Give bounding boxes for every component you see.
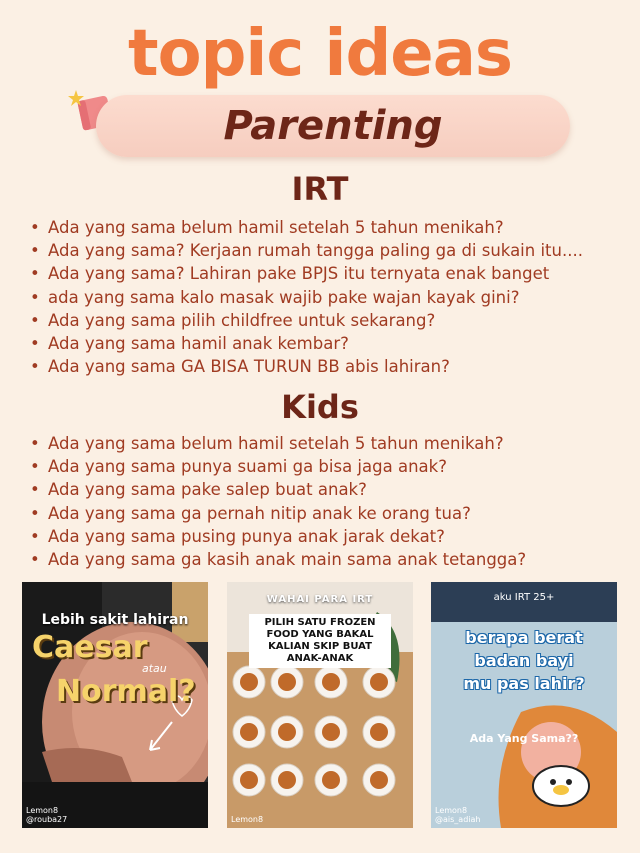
example-thumbnail-frozen-food[interactable]	[227, 582, 413, 828]
list-item: • Ada yang sama pilih childfree untuk sekarang?	[28, 309, 583, 332]
list-item: • Ada yang sama GA BISA TURUN BB abis lahiran?	[28, 355, 583, 378]
kids-topic-list	[28, 432, 526, 571]
thumb2-credit	[231, 815, 263, 824]
section-heading-kids: Kids	[281, 388, 359, 426]
thumb1-credit	[26, 806, 67, 824]
thumb2-banner: WAHAI PARA IRT	[266, 594, 374, 605]
list-item: • ada yang sama kalo masak wajib pake wajan kayak gini?	[28, 286, 583, 309]
thumb1-line1: Lebih sakit lahiran	[41, 612, 189, 628]
list-item: • Ada yang sama? Kerjaan rumah tangga paling ga di sukain itu....	[28, 239, 583, 262]
category-label: Parenting	[223, 103, 443, 149]
list-item: • Ada yang sama pusing punya anak jarak dekat?	[28, 525, 526, 548]
list-item: • Ada yang sama hamil anak kembar?	[28, 332, 583, 355]
category-pill	[96, 95, 570, 157]
thumb3-credit	[435, 806, 480, 824]
author-handle: @rouba27	[26, 815, 68, 824]
section-heading-irt: IRT	[291, 170, 349, 208]
brand-label: Lemon8	[231, 815, 264, 824]
irt-topic-list	[28, 216, 583, 378]
thumb3-tagline: Ada Yang Sama??	[469, 732, 579, 745]
example-thumbnail-caesar[interactable]	[22, 582, 208, 828]
brand-label: Lemon8	[26, 806, 59, 815]
list-item: • Ada yang sama ga pernah nitip anak ke orang tua?	[28, 502, 526, 525]
thumb1-connector: atau	[142, 662, 167, 675]
list-item: • Ada yang sama? Lahiran pake BPJS itu ternyata enak banget	[28, 262, 583, 285]
thumb3-question: berapa berat badan bayi mu pas lahir?	[463, 628, 585, 693]
thumb1-word1: Caesar	[32, 630, 148, 665]
list-item: • Ada yang sama punya suami ga bisa jaga anak?	[28, 455, 526, 478]
brand-label: Lemon8	[435, 806, 468, 815]
example-thumbnail-baby-weight[interactable]	[431, 582, 617, 828]
list-item: • Ada yang sama pake salep buat anak?	[28, 478, 526, 501]
author-handle: @ais_adiah	[435, 815, 481, 824]
page-title: topic ideas	[128, 17, 512, 91]
baby-photo	[431, 582, 617, 828]
thumb2-headline: PILIH SATU FROZEN FOOD YANG BAKAL KALIAN SKIP BUAT ANAK-ANAK	[249, 614, 391, 668]
thumb3-top: aku IRT 25+	[493, 592, 555, 603]
list-item: • Ada yang sama belum hamil setelah 5 tahun menikah?	[28, 216, 583, 239]
list-item: • Ada yang sama ga kasih anak main sama anak tetangga?	[28, 548, 526, 571]
thumb1-word2: Normal?	[56, 674, 196, 709]
list-item: • Ada yang sama belum hamil setelah 5 tahun menikah?	[28, 432, 526, 455]
